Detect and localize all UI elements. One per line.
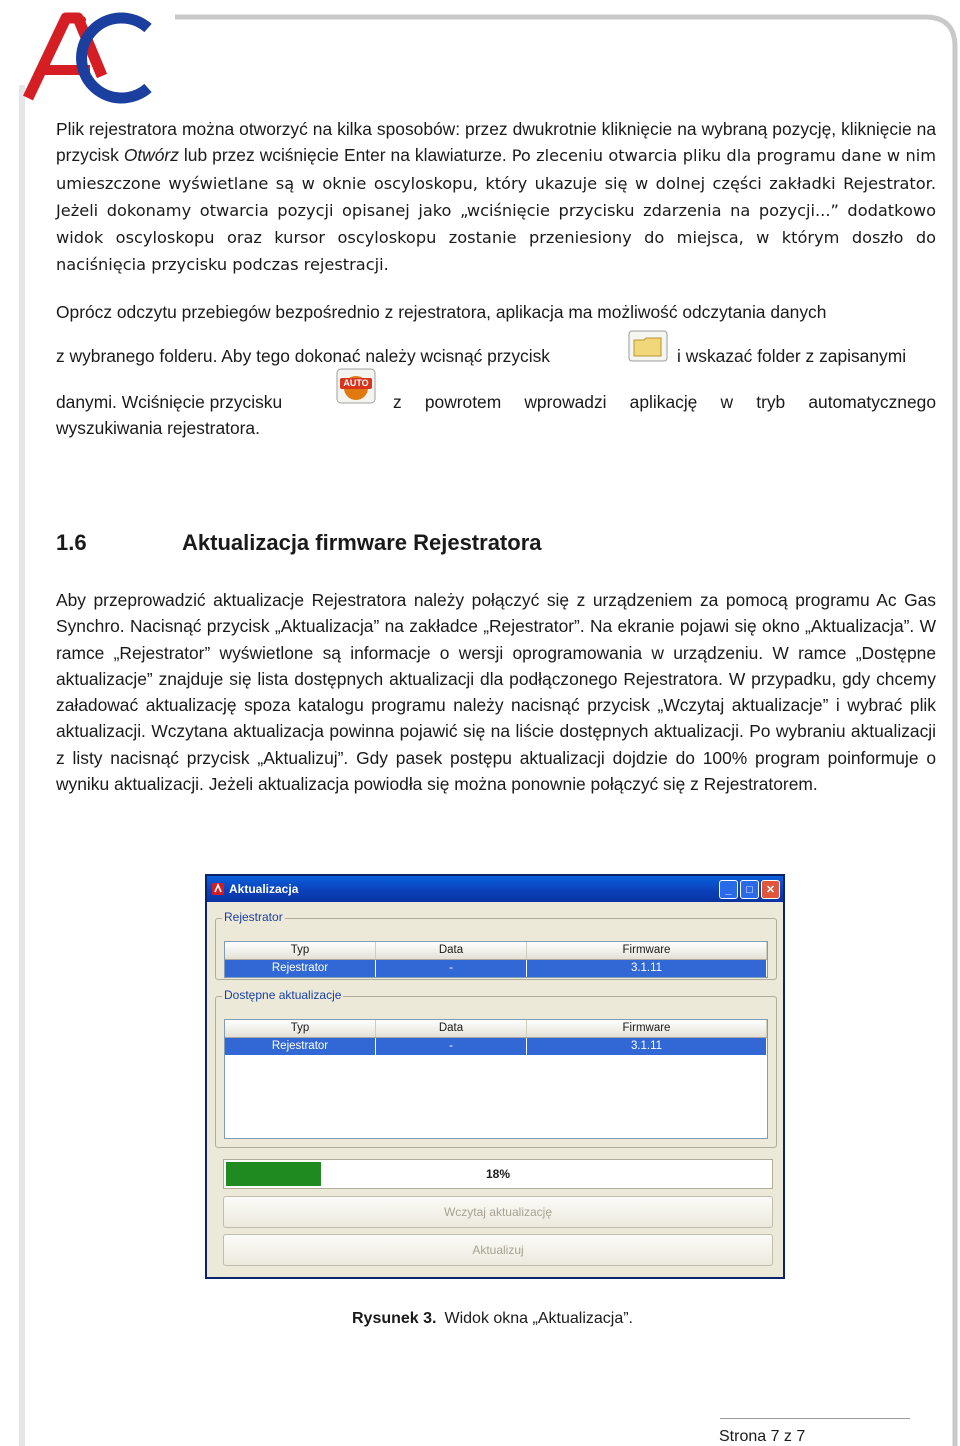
footer-divider <box>720 1418 910 1419</box>
window-controls <box>719 880 783 899</box>
cell-firmware: 3.1.11 <box>527 960 767 977</box>
window-title: Aktualizacja <box>229 882 299 896</box>
cell-typ: Rejestrator <box>225 1038 376 1055</box>
page-number: Strona 7 z 7 <box>719 1428 806 1445</box>
frame-dostepne-legend: Dostępne aktualizacje <box>224 988 342 1002</box>
cell-data: - <box>376 1038 527 1055</box>
auto-icon-label: AUTO <box>343 378 369 388</box>
col-data[interactable]: Data <box>376 942 527 959</box>
rejestrator-grid <box>224 941 768 978</box>
paragraph-open-file <box>56 116 936 279</box>
p1-sentence-1-end: lub przez wciśnięcie Enter na klawiaturze. <box>178 145 512 166</box>
col-firmware[interactable]: Firmware <box>527 1020 767 1037</box>
col-typ[interactable]: Typ <box>225 942 376 959</box>
maximize-icon[interactable]: □ <box>740 880 759 899</box>
cell-firmware: 3.1.11 <box>527 1038 767 1055</box>
caption-label: Rysunek 3. <box>352 1310 437 1327</box>
app-icon <box>211 882 225 896</box>
table-row[interactable] <box>225 960 767 977</box>
ac-logo <box>20 6 160 106</box>
p2-line-2b: i wskazać folder z zapisanymi <box>677 346 907 366</box>
p2-line-3b: z powrotem wprowadzi aplikację w tryb automatycznego <box>393 392 936 412</box>
col-firmware[interactable]: Firmware <box>527 942 767 959</box>
p2-line-1: Oprócz odczytu przebiegów bezpośrednio z rejestratora, aplikacja ma możliwość odczytania danych <box>56 302 827 322</box>
folder-icon[interactable] <box>628 330 668 362</box>
caption-text: Widok okna „Aktualizacja”. <box>444 1310 633 1327</box>
col-typ[interactable]: Typ <box>225 1020 376 1037</box>
p2-line-2a: z wybranego folderu. Aby tego dokonać należy wcisnąć przycisk <box>56 346 550 366</box>
cell-data: - <box>376 960 527 977</box>
update-button[interactable]: Aktualizuj <box>223 1234 773 1266</box>
grid-header <box>225 942 767 960</box>
p2-line-4: wyszukiwania rejestratora. <box>56 418 260 438</box>
figure-caption <box>352 1310 633 1328</box>
frame-rejestrator-legend: Rejestrator <box>224 910 283 924</box>
paragraph-update: Aby przeprowadzić aktualizacje Rejestratora należy połączyć się z urządzeniem za pomocą programu Ac Gas Synchro. Nacisnąć przycisk „Aktualizacja” na zakładce „Rejestrator”. Na ekranie pojawi się okno „Aktualizacja”. W ramce „Rejestrator” wyświetlone są informacje o wersji oprogramowania w urządzeniu. W ramce „Dostępne aktualizacje” znajduje się lista dostępnych aktualizacji dla podłączonego Rejestratora. W przypadku, gdy chcemy załadować aktualizację spoza katalogu programu należy nacisnąć przycisk „Wczytaj aktualizacje” i wybrać plik aktualizacji. Wczytana aktualizacja powinna pojawić się na liście dostępnych aktualizacji. Po wybraniu aktualizacji z listy nacisnąć przycisk „Aktualizuj”. Gdy pasek postępu aktualizacji dojdzie do 100% program poinformuje o wyniku aktualizacji. Jeżeli aktualizacja powiodła się można ponownie połączyć się z Rejestratorem. <box>56 590 936 795</box>
progress-label: 18% <box>485 1167 511 1181</box>
frame-dostepne <box>215 988 777 1148</box>
section-heading <box>56 530 542 556</box>
window-titlebar <box>207 876 783 902</box>
update-window <box>205 874 785 1279</box>
frame-rejestrator <box>215 910 777 980</box>
cell-typ: Rejestrator <box>225 960 376 977</box>
grid-header <box>225 1020 767 1038</box>
table-row[interactable] <box>225 1038 767 1055</box>
p2-line-3a: danymi. Wciśnięcie przycisku <box>56 392 283 412</box>
auto-icon[interactable] <box>336 368 376 404</box>
minimize-icon[interactable]: _ <box>719 880 738 899</box>
p1-sentence-1: Plik rejestratora można otworzyć na kilka sposobów: przez dwukrotnie kliknięcie na wybraną pozycję, kliknięcie na przycisk <box>56 119 936 166</box>
p1-sentence-2: Po zleceniu otwarcia pliku dla programu dane w nim umieszczone wyświetlane są w oknie oscyloskopu, który ukazuje się w dolnej części zakładki Rejestrator. <box>56 146 936 193</box>
col-data[interactable]: Data <box>376 1020 527 1037</box>
progress-bar <box>223 1159 773 1189</box>
updates-grid <box>224 1019 768 1139</box>
load-update-button[interactable]: Wczytaj aktualizację <box>223 1196 773 1228</box>
section-number: 1.6 <box>56 530 87 555</box>
p1-italic-open: Otwórz <box>123 145 179 166</box>
close-icon[interactable]: ✕ <box>761 880 780 899</box>
p1-sentence-3: Jeżeli dokonamy otwarcia pozycji opisanej jako „wciśnięcie przycisku zdarzenia na pozycji...” dodatkowo widok oscyloskopu oraz kursor oscyloskopu zostanie przeniesiony do miejsca, w którym doszło do naciśnięcia przycisku podczas rejestracji. <box>56 200 936 275</box>
section-title: Aktualizacja firmware Rejestratora <box>182 530 542 555</box>
